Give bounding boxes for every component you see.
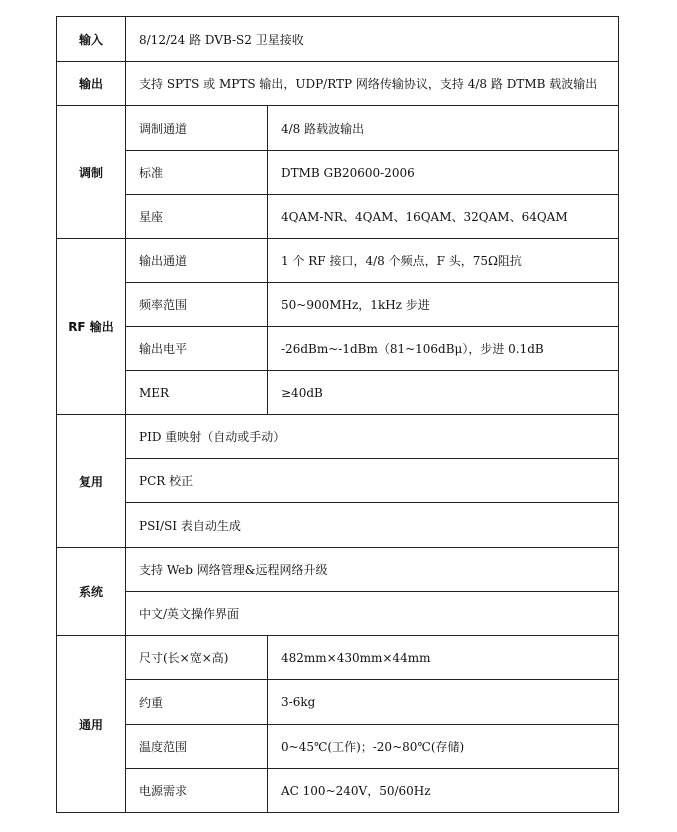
param-value: 4QAM-NR、4QAM、16QAM、32QAM、64QAM <box>268 195 619 239</box>
table-row <box>57 459 619 503</box>
table-row <box>57 371 619 415</box>
input-value: 8/12/24 路 DVB-S2 卫星接收 <box>126 17 619 62</box>
table-row <box>57 636 619 680</box>
table-row <box>57 548 619 592</box>
multiplex-item: PSI/SI 表自动生成 <box>126 503 619 548</box>
param-label: 标准 <box>126 151 268 195</box>
multiplex-item: PID 重映射（自动或手动） <box>126 415 619 459</box>
category-general: 通用 <box>57 636 126 813</box>
table-row <box>57 680 619 725</box>
param-label: 电源需求 <box>126 769 268 813</box>
param-value: 4/8 路载波输出 <box>268 106 619 151</box>
param-value: 3-6kg <box>268 680 619 725</box>
param-label: 调制通道 <box>126 106 268 151</box>
category-output: 输出 <box>57 62 126 106</box>
param-value: -26dBm~-1dBm（81~106dBμ），步进 0.1dB <box>268 327 619 371</box>
table-row <box>57 592 619 636</box>
category-input: 输入 <box>57 17 126 62</box>
param-value: ≥40dB <box>268 371 619 415</box>
param-value: 1 个 RF 接口，4/8 个频点，F 头，75Ω阻抗 <box>268 239 619 283</box>
param-label: 输出通道 <box>126 239 268 283</box>
table-row <box>57 283 619 327</box>
table-row <box>57 503 619 548</box>
system-item: 支持 Web 网络管理&远程网络升级 <box>126 548 619 592</box>
table-row <box>57 17 619 62</box>
table-row <box>57 151 619 195</box>
param-label: 约重 <box>126 680 268 725</box>
category-rf-output: RF 输出 <box>57 239 126 415</box>
param-label: 温度范围 <box>126 725 268 769</box>
param-label: 尺寸(长×宽×高) <box>126 636 268 680</box>
table-row <box>57 195 619 239</box>
param-label: 频率范围 <box>126 283 268 327</box>
table-row <box>57 327 619 371</box>
param-value: 482mm×430mm×44mm <box>268 636 619 680</box>
param-label: 星座 <box>126 195 268 239</box>
output-value: 支持 SPTS 或 MPTS 输出，UDP/RTP 网络传输协议，支持 4/8 路 DTMB 载波输出 <box>126 62 619 106</box>
category-multiplex: 复用 <box>57 415 126 548</box>
table-row <box>57 106 619 151</box>
table-row <box>57 239 619 283</box>
table-row <box>57 769 619 813</box>
system-item: 中文/英文操作界面 <box>126 592 619 636</box>
param-value: 50~900MHz，1kHz 步进 <box>268 283 619 327</box>
param-label: 输出电平 <box>126 327 268 371</box>
param-value: AC 100~240V，50/60Hz <box>268 769 619 813</box>
table-row <box>57 725 619 769</box>
spec-table <box>56 16 619 813</box>
param-label: MER <box>126 371 268 415</box>
table-row <box>57 62 619 106</box>
category-system: 系统 <box>57 548 126 636</box>
table-row <box>57 415 619 459</box>
category-modulation: 调制 <box>57 106 126 239</box>
param-value: DTMB GB20600-2006 <box>268 151 619 195</box>
param-value: 0~45℃(工作)；-20~80℃(存储) <box>268 725 619 769</box>
multiplex-item: PCR 校正 <box>126 459 619 503</box>
